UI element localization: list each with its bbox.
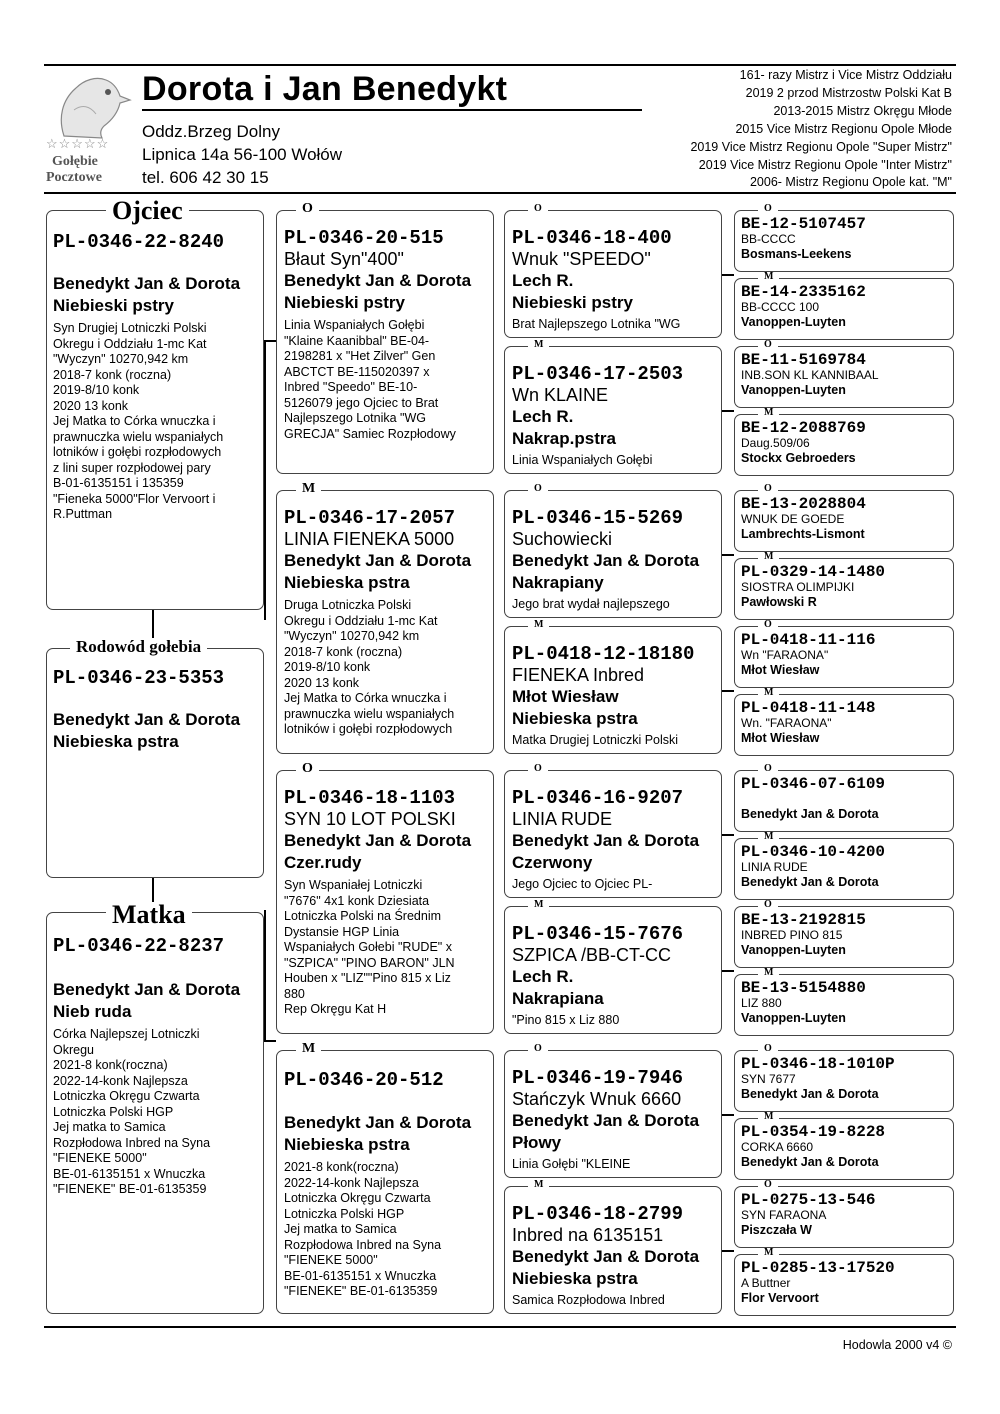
g4-label: O [758,900,778,910]
ggp-breeder: Benedykt Jan & Dorota [512,1111,700,1130]
g4-label: O [758,1180,778,1190]
father-ring: PL-0346-22-8240 [53,231,225,253]
gp-notes: 2021-8 konk(roczna) 2022-14-konk Najlepsza Lotniczka Okręgu Czwarta Lotniczka Polski HGP Jej matka to Samica Rozpłodowa Inbred na Syna "FIENEKE 5000" BE-01-6135151 x Wnuczka "FIENEKE" BE-01-6135359 [284,1160,442,1298]
g4-ring: PL-0329-14-1480 [741,563,886,581]
ggp-card[interactable] [504,770,722,898]
header-rule [44,192,956,194]
g4-ring: PL-0346-07-6109 [741,775,886,793]
g4-card[interactable] [734,770,954,832]
g4-breeder: Stockx Gebroeders [741,451,856,465]
g4-ring: PL-0285-13-17520 [741,1259,895,1277]
g4-ring: BE-14-2335162 [741,283,866,301]
pigeon-head-icon [44,70,134,140]
g4-name: LINIA RUDE [741,860,808,874]
g4-card[interactable] [734,1050,954,1112]
ggp-color: Nakrap.pstra [512,429,616,448]
g4-breeder: Benedykt Jan & Dorota [741,1087,879,1101]
g4-card[interactable] [734,1186,954,1248]
title-line: 2019 Vice Mistrz Regionu Opole "Super Mistrz" [690,140,952,154]
logo-line1: Gołębie [52,154,98,169]
address-line-3: tel. 606 42 30 15 [142,168,269,187]
gp-label: M [296,482,321,496]
ggp-color: Czerwony [512,853,593,872]
gp-ring: PL-0346-18-1103 [284,787,456,809]
gp-color: Niebieska pstra [284,1135,410,1154]
ggp-ring: PL-0346-18-2799 [512,1203,684,1225]
ggp-label: M [528,340,549,350]
gp-color: Niebieski pstry [284,293,405,312]
name-underline [142,109,642,111]
ggp-breeder: Benedykt Jan & Dorota [512,831,700,850]
connector [722,834,734,836]
g4-ring: PL-0354-19-8228 [741,1123,886,1141]
ggp-notes: Matka Drugiej Lotniczki Polski [512,733,679,747]
mother-notes: Córka Najlepszej Lotniczki Okregu 2021-8 konk(roczna) 2022-14-konk Najlepsza Lotniczka Okręgu Czwarta Lotniczka Polski HGP Jej matka to Samica Rozpłodowa Inbred na Syna "FIENEKE 5000" BE-01-6135151 x Wnuczka "FIENEKE" BE-01-6135359 [53,1027,211,1196]
g4-name: Wn "FARAONA" [741,648,829,662]
ggp-color: Nakrapiany [512,573,604,592]
connector [264,1040,276,1042]
top-rule [44,64,956,66]
g4-name: SYN FARAONA [741,1208,827,1222]
ggp-notes: "Pino 815 x Liz 880 [512,1013,620,1027]
g4-label: M [758,408,779,418]
mother-label: Matka [106,902,192,928]
ggp-card[interactable] [504,346,722,474]
g4-breeder: Benedykt Jan & Dorota [741,807,879,821]
g4-ring: PL-0346-10-4200 [741,843,886,861]
gp-color: Niebieska pstra [284,573,410,592]
g4-name: INB.SON KL KANNIBAAL [741,368,879,382]
father-breeder: Benedykt Jan & Dorota [53,274,241,293]
g4-breeder: Młot Wiesław [741,731,820,745]
g4-name: A Buttner [741,1276,791,1290]
gp-notes: Linia Wspaniałych Gołębi "Klaine Kaanibbal" BE-04- 2198281 x "Het Zilver" Gen ABCTCT BE-115020397 x Inbred "Speedo" BE-10- 5126079 jego Ojciec to Brat Najlepszego Lotnika "WG GRECJA" Samiec Rozpłodowy [284,318,456,441]
ggp-label: M [528,620,549,630]
g4-breeder: Młot Wiesław [741,663,820,677]
ggp-card[interactable] [504,626,722,754]
gp-name: SYN 10 LOT POLSKI [284,809,456,829]
g4-card[interactable] [734,906,954,968]
g4-name: WNUK DE GOEDE [741,512,845,526]
connector [264,340,276,342]
g4-breeder: Benedykt Jan & Dorota [741,875,879,889]
g4-label: M [758,968,779,978]
ggp-color: Płowy [512,1133,562,1152]
mother-breeder: Benedykt Jan & Dorota [53,980,241,999]
gp-notes: Druga Lotniczka Polski Okregu i Oddziału 1-mc Kat "Wyczyn" 10270,942 km 2018-7 konk (roczna) 2019-8/10 konk 2020 13 konk Jej Matka to Córka wnuczka i prawnuczka wielu wspaniałych lotników i gołębi rozpłodowych [284,598,455,736]
g4-ring: PL-0418-11-148 [741,699,876,717]
connector [722,410,734,412]
g4-ring: BE-12-5107457 [741,215,866,233]
g4-name: LIZ 880 [741,996,782,1010]
ggp-color: Niebieska pstra [512,1269,638,1288]
ggp-card[interactable] [504,1186,722,1314]
father-color: Niebieski pstry [53,296,174,315]
g4-label: O [758,204,778,214]
g4-name: CORKA 6660 [741,1140,814,1154]
subject-label: Rodowód gołebia [70,638,207,655]
ggp-ring: PL-0346-16-9207 [512,787,684,809]
g4-ring: BE-12-2088769 [741,419,866,437]
ggp-name: Wnuk "SPEEDO" [512,249,651,269]
ggp-ring: PL-0418-12-18180 [512,643,695,665]
ggp-breeder: Benedykt Jan & Dorota [512,1247,700,1266]
footer-text: Hodowla 2000 v4 © [842,1338,952,1352]
g4-breeder: Bosmans-Leekens [741,247,852,261]
ggp-label: O [528,484,548,494]
g4-breeder: Vanoppen-Luyten [741,1011,846,1025]
ggp-name: Stańczyk Wnuk 6660 [512,1089,682,1109]
g4-label: M [758,1112,779,1122]
ggp-card[interactable] [504,490,722,618]
ggp-ring: PL-0346-15-5269 [512,507,684,529]
father-label: Ojciec [106,198,189,224]
g4-card[interactable] [734,210,954,272]
g4-ring: BE-13-2192815 [741,911,866,929]
ggp-name: Inbred na 6135151 [512,1225,664,1245]
g4-label: O [758,620,778,630]
g4-card[interactable] [734,694,954,756]
connector [722,690,734,692]
g4-breeder: Piszczała W [741,1223,812,1237]
g4-label: O [758,1044,778,1054]
gp-breeder: Benedykt Jan & Dorota [284,1113,472,1132]
g4-ring: BE-13-2028804 [741,495,866,513]
grandparent-card[interactable] [276,490,494,754]
ggp-ring: PL-0346-17-2503 [512,363,684,385]
connector [722,274,734,276]
ggp-notes: Linia Wspaniałych Gołębi [512,453,653,467]
logo-stars: ☆☆☆☆☆ [46,136,110,151]
connector [264,340,266,620]
subject-card[interactable] [46,648,264,878]
ggp-label: M [528,1180,549,1190]
title-line: 2013-2015 Mistrz Okręgu Młode [773,104,952,118]
ggp-card[interactable] [504,210,722,338]
ggp-color: Nakrapiana [512,989,604,1008]
g4-breeder: Pawłowski R [741,595,817,609]
gp-label: M [296,1042,321,1056]
g4-ring: BE-11-5169784 [741,351,866,369]
ggp-notes: Jego brat wydał najlepszego [512,597,670,611]
ggp-color: Niebieski pstry [512,293,633,312]
ggp-breeder: Benedykt Jan & Dorota [512,551,700,570]
g4-ring: PL-0418-11-116 [741,631,876,649]
gp-name: Błaut Syn"400" [284,249,404,269]
ggp-ring: PL-0346-15-7676 [512,923,684,945]
father-card[interactable] [46,210,264,610]
connector [722,1250,734,1252]
gp-ring: PL-0346-20-512 [284,1069,444,1091]
gp-label: O [296,762,319,776]
subject-color: Niebieska pstra [53,732,179,751]
ggp-ring: PL-0346-19-7946 [512,1067,684,1089]
ggp-label: M [528,900,549,910]
connector [722,970,734,972]
owner-name: Dorota i Jan Benedykt [142,70,508,108]
g4-label: M [758,272,779,282]
ggp-name: FIENEKA Inbred [512,665,645,685]
g4-card[interactable] [734,490,954,552]
ggp-notes: Brat Najlepszego Lotnika "WG [512,317,681,331]
g4-card[interactable] [734,1118,954,1180]
ggp-notes: Jego Ojciec to Ojciec PL- [512,877,653,891]
gp-name [284,1091,486,1112]
g4-name: SIOSTRA OLIMPIJKI [741,580,855,594]
ggp-breeder: Młot Wiesław [512,687,619,706]
mother-card[interactable] [46,912,264,1314]
gp-label: O [296,202,319,216]
gp-breeder: Benedykt Jan & Dorota [284,271,472,290]
ggp-breeder: Lech R. [512,271,574,290]
g4-label: O [758,484,778,494]
g4-label: M [758,552,779,562]
title-line: 161- razy Mistrz i Vice Mistrz Oddziału [739,68,952,82]
title-line: 2006- Mistrz Regionu Opole kat. "M" [749,175,952,189]
title-line: 2019 2 przod Mistrzostw Polski Kat B [745,86,952,100]
ggp-name: Wn KLAINE [512,385,609,405]
g4-label: O [758,764,778,774]
title-line: 2015 Vice Mistrz Regionu Opole Młode [735,122,952,136]
g4-name [741,793,947,806]
footer-rule [44,1326,956,1328]
g4-name: SYN 7677 [741,1072,796,1086]
ggp-breeder: Lech R. [512,407,574,426]
g4-label: M [758,1248,779,1258]
g4-name: Daug.509/06 [741,436,810,450]
g4-breeder: Vanoppen-Luyten [741,383,846,397]
subject-ring: PL-0346-23-5353 [53,667,225,689]
address-line-2: Lipnica 14a 56-100 Wołów [142,145,343,164]
g4-ring: PL-0275-13-546 [741,1191,876,1209]
gp-breeder: Benedykt Jan & Dorota [284,551,472,570]
mother-color: Nieb ruda [53,1002,132,1021]
ggp-color: Niebieska pstra [512,709,638,728]
g4-card[interactable] [734,1254,954,1316]
ggp-card[interactable] [504,1050,722,1178]
address-line-1: Oddz.Brzeg Dolny [142,122,280,141]
ggp-card[interactable] [504,906,722,1034]
gp-notes: Syn Wspaniałej Lotniczki "7676" 4x1 konk Dziesiata Lotniczka Polski na Średnim Dystansie HGP Linia Wspaniałych Gołebi "RUDE" x "SZPICA" "PINO BARON" JLN Houben x "LIZ""Pino 815 x Liz 880 Rep Okręgu Kat H [284,878,455,1016]
ggp-notes: Samica Rozpłodowa Inbred [512,1293,665,1307]
g4-ring: PL-0346-18-1010P [741,1055,895,1073]
g4-card[interactable] [734,838,954,900]
ggp-label: O [528,764,548,774]
gp-color: Czer.rudy [284,853,362,872]
grandparent-card[interactable] [276,210,494,474]
g4-breeder: Vanoppen-Luyten [741,315,846,329]
ggp-ring: PL-0346-18-400 [512,227,672,249]
g4-card[interactable] [734,974,954,1036]
connector [264,910,266,1040]
g4-card[interactable] [734,558,954,620]
ggp-label: O [528,1044,548,1054]
title-line: 2019 Vice Mistrz Regionu Opole "Inter Mistrz" [698,158,952,172]
g4-label: O [758,340,778,350]
g4-label: M [758,688,779,698]
g4-card[interactable] [734,626,954,688]
ggp-breeder: Lech R. [512,967,574,986]
g4-card[interactable] [734,278,954,340]
grandparent-card[interactable] [276,770,494,1034]
connector [722,1114,734,1116]
g4-name: BB-CCCC 100 [741,300,820,314]
ggp-label: O [528,204,548,214]
gp-breeder: Benedykt Jan & Dorota [284,831,472,850]
mother-ring: PL-0346-22-8237 [53,935,225,957]
logo-line2: Pocztowe [46,170,102,185]
g4-ring: BE-13-5154880 [741,979,866,997]
g4-label: M [758,832,779,842]
connector [722,554,734,556]
gp-ring: PL-0346-17-2057 [284,507,456,529]
gp-ring: PL-0346-20-515 [284,227,444,249]
grandparent-card[interactable] [276,1050,494,1314]
subject-breeder: Benedykt Jan & Dorota [53,710,241,729]
g4-name: INBRED PINO 815 [741,928,843,942]
ggp-name: SZPICA /BB-CT-CC [512,945,672,965]
g4-breeder: Lambrechts-Lismont [741,527,865,541]
g4-name: BB-CCCC [741,232,796,246]
ggp-notes: Linia Gołębi "KLEINE [512,1157,631,1171]
g4-breeder: Vanoppen-Luyten [741,943,846,957]
logo [44,70,134,188]
g4-card[interactable] [734,414,954,476]
g4-breeder: Benedykt Jan & Dorota [741,1155,879,1169]
g4-name: Wn. "FARAONA" [741,716,832,730]
gp-name: LINIA FIENEKA 5000 [284,529,455,549]
g4-breeder: Flor Vervoort [741,1291,819,1305]
ggp-name: Suchowiecki [512,529,613,549]
ggp-name: LINIA RUDE [512,809,613,829]
father-notes: Syn Drugiej Lotniczki Polski Okregu i Oddziału 1-mc Kat "Wyczyn" 10270,942 km 2018-7 konk (roczna) 2019-8/10 konk 2020 13 konk Jej Matka to Córka wnuczka i prawnuczka wielu wspaniałych lotników i gołębi rozpłodowych z lini super rozpłodowej pary B-01-6135151 i 135359 "Fieneka 5000"Flor Vervoort i R.Puttman [53,321,224,521]
g4-card[interactable] [734,346,954,408]
